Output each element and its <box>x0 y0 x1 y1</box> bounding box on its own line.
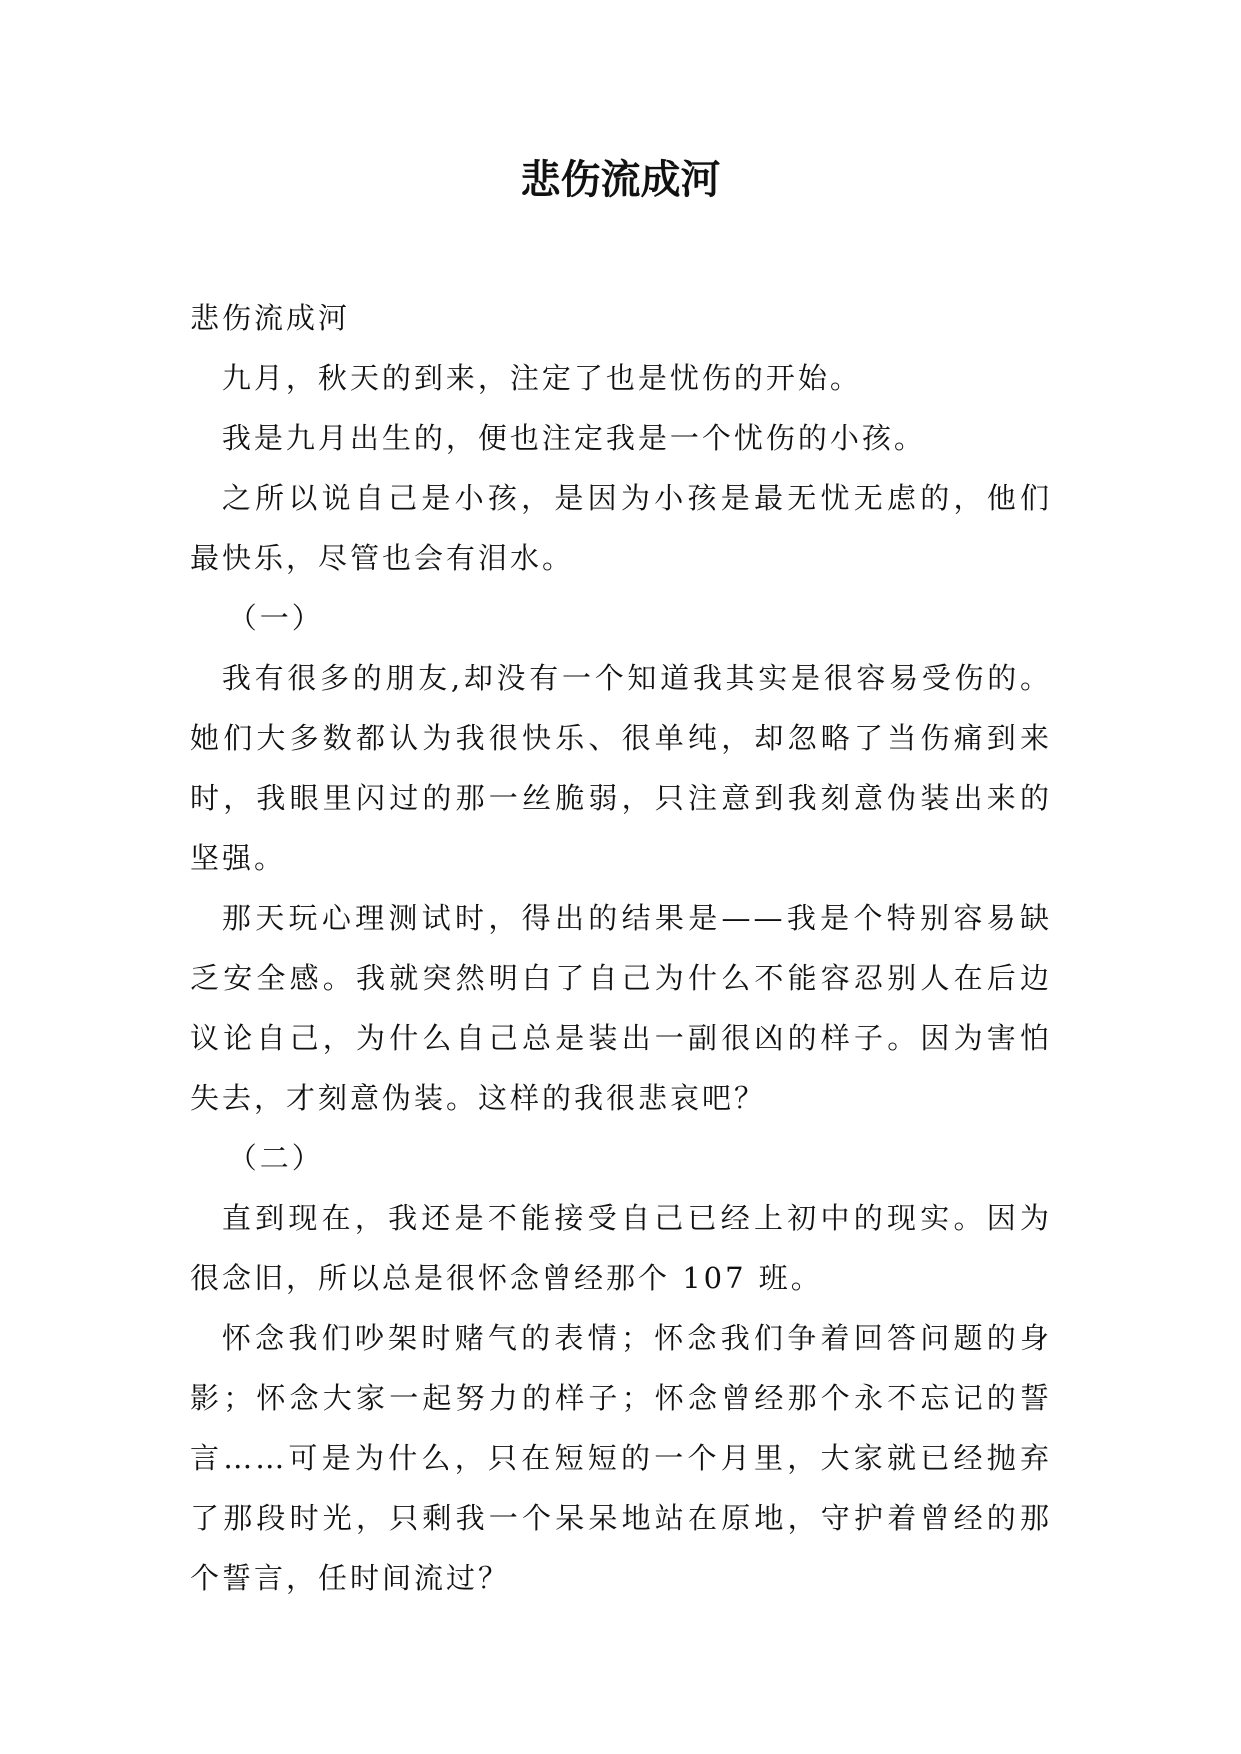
paragraph: 怀念我们吵架时赌气的表情；怀念我们争着回答问题的身影；怀念大家一起努力的样子；怀念曾经那个永不忘记的誓言……可是为什么，只在短短的一个月里，大家就已经抛弃了那段时光，只剩我一个呆呆地站在原地，守护着曾经的那个誓言，任时间流过？ <box>190 1321 1052 1595</box>
paragraph: 我有很多的朋友,却没有一个知道我其实是很容易受伤的。她们大多数都认为我很快乐、很单纯，却忽略了当伤痛到来时，我眼里闪过的那一丝脆弱，只注意到我刻意伪装出来的坚强。 <box>190 661 1052 875</box>
paragraph: 之所以说自己是小孩，是因为小孩是最无忧无虑的，他们最快乐，尽管也会有泪水。 <box>190 481 1052 575</box>
paragraph: 九月，秋天的到来，注定了也是忧伤的开始。 <box>221 361 862 395</box>
paragraph: 直到现在，我还是不能接受自己已经上初中的现实。因为很念旧，所以总是很怀念曾经那个 107 班。 <box>190 1201 1052 1295</box>
document-title: 悲伤流成河 <box>520 156 721 203</box>
subtitle-line: 悲伤流成河 <box>190 301 351 335</box>
document-body <box>190 288 1052 1608</box>
paragraph: 我是九月出生的，便也注定我是一个忧伤的小孩。 <box>221 421 926 455</box>
section-heading: （二） <box>227 1141 324 1175</box>
section-heading: （一） <box>227 601 324 635</box>
paragraph: 那天玩心理测试时，得出的结果是——我是个特别容易缺乏安全感。我就突然明白了自己为什么不能容忍别人在后边议论自己，为什么自己总是装出一副很凶的样子。因为害怕失去，才刻意伪装。这样的我很悲哀吧？ <box>190 901 1052 1115</box>
